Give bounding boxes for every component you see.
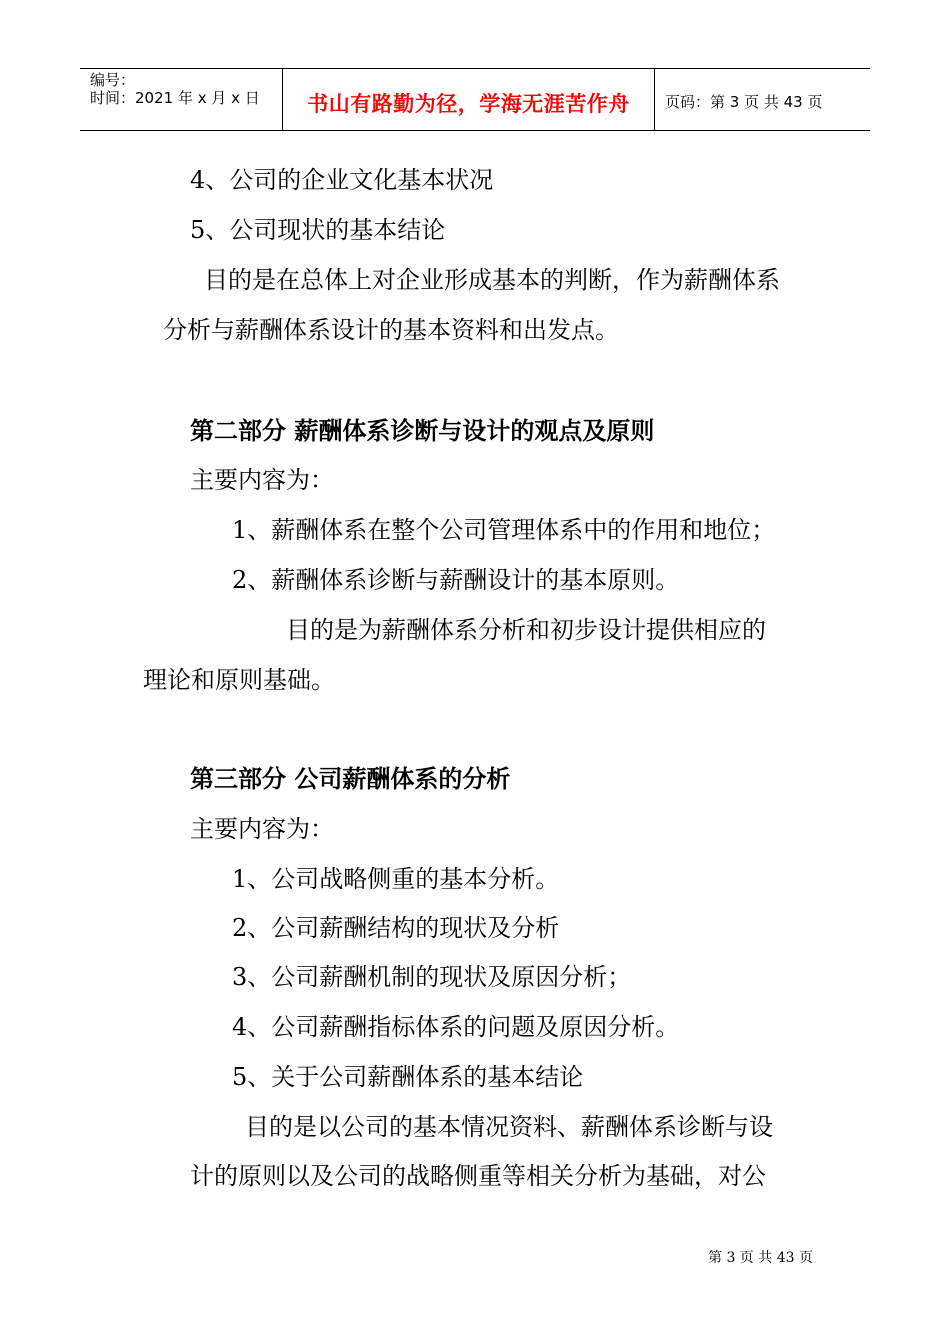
footer-page-info: 第 3 页 共 43 页 <box>708 1250 813 1266</box>
document-time-label: 时间：2021 年 x 月 x 日 <box>90 89 260 107</box>
document-header <box>80 68 870 131</box>
section-intro: 主要内容为： <box>190 466 334 494</box>
header-page-cell <box>655 69 870 130</box>
paragraph-line: 分析与薪酬体系设计的基本资料和出发点。 <box>163 316 619 344</box>
paragraph-line: 理论和原则基础。 <box>143 666 335 694</box>
paragraph-line: 目的是以公司的基本情况资料、薪酬体系诊断与设 <box>245 1113 773 1141</box>
header-motto-cell <box>283 69 655 130</box>
paragraph-line: 目的是在总体上对企业形成基本的判断，作为薪酬体系 <box>204 266 780 294</box>
list-item: 1、公司战略侧重的基本分析。 <box>232 865 560 893</box>
list-item: 5、关于公司薪酬体系的基本结论 <box>232 1063 584 1091</box>
list-item: 2、公司薪酬结构的现状及分析 <box>232 914 560 942</box>
section-intro: 主要内容为： <box>190 815 334 843</box>
paragraph-line: 计的原则以及公司的战略侧重等相关分析为基础，对公 <box>190 1162 766 1190</box>
list-item: 3、公司薪酬机制的现状及原因分析； <box>232 963 632 991</box>
header-meta-cell <box>80 69 283 130</box>
document-number-label: 编号： <box>90 71 136 89</box>
header-motto: 书山有路勤为径，学海无涯苦作舟 <box>307 92 630 116</box>
list-item: 4、公司的企业文化基本状况 <box>190 166 494 194</box>
paragraph-line: 目的是为薪酬体系分析和初步设计提供相应的 <box>286 616 766 644</box>
list-item: 1、薪酬体系在整个公司管理体系中的作用和地位； <box>232 516 776 544</box>
header-page-info: 页码：第 3 页 共 43 页 <box>665 93 823 111</box>
list-item: 5、公司现状的基本结论 <box>190 216 446 244</box>
section-heading: 第二部分 薪酬体系诊断与设计的观点及原则 <box>190 417 655 445</box>
list-item: 4、公司薪酬指标体系的问题及原因分析。 <box>232 1013 680 1041</box>
section-heading: 第三部分 公司薪酬体系的分析 <box>190 765 511 793</box>
list-item: 2、薪酬体系诊断与薪酬设计的基本原则。 <box>232 566 680 594</box>
